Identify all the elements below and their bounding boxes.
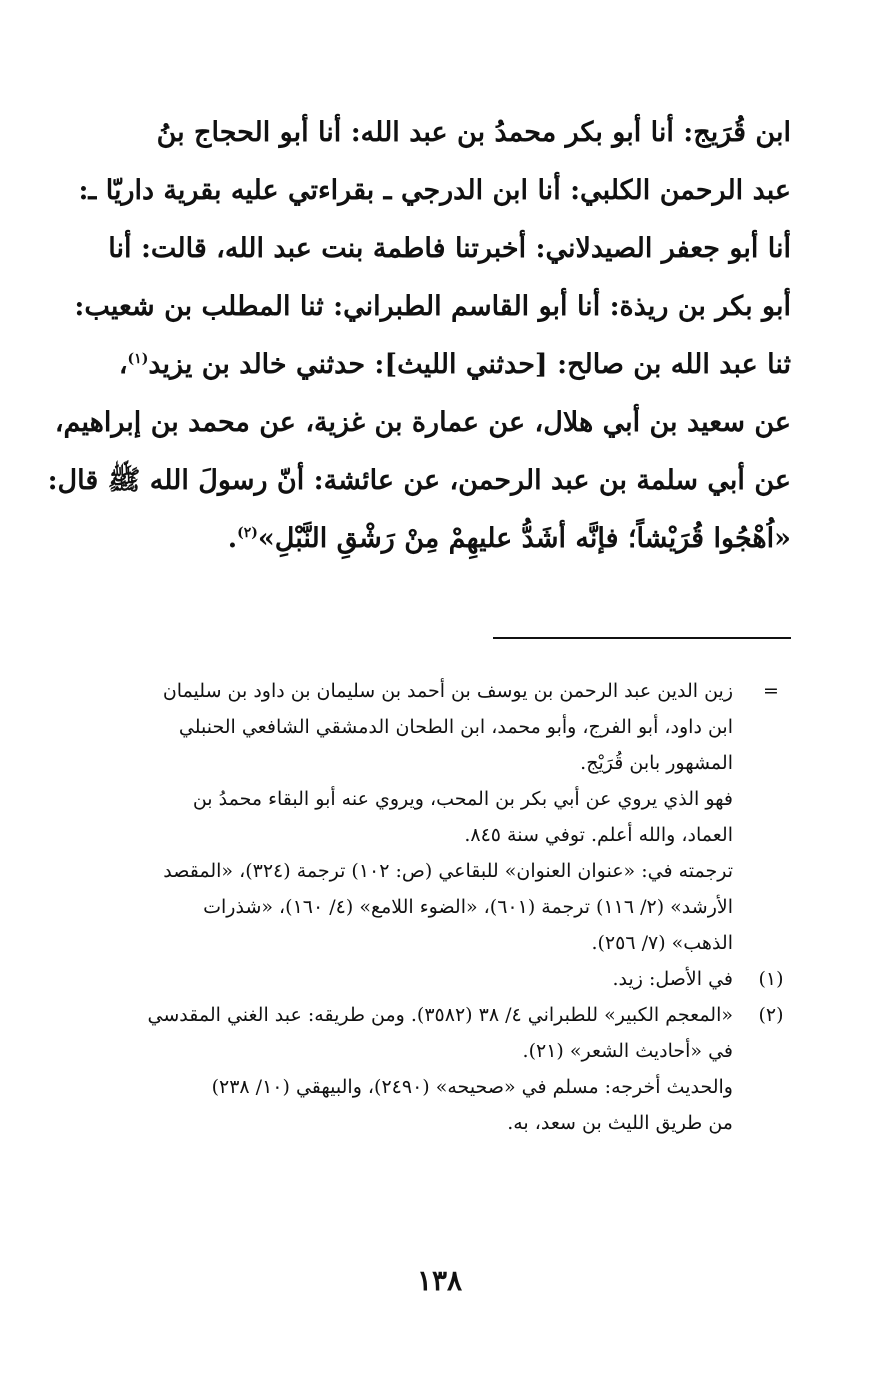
footnote-line: «المعجم الكبير» للطبراني ٤/ ٣٨ (٣٥٨٢). ومن طريقه: عبد الغني المقدسي [147, 1004, 733, 1026]
footnote-continuation [80, 673, 791, 961]
main-text-line: عن سعيد بن أبي هلال، عن عمارة بن غزية، عن محمد بن إبراهيم، [54, 407, 791, 438]
footnote-number: (١) [758, 968, 784, 990]
footnote-line: في الأصل: زيد. [612, 968, 733, 990]
footnote-line: فهو الذي يروي عن أبي بكر بن المحب، ويروي عنه أبو البقاء محمدُ بن [192, 788, 733, 810]
punctuation: ، [118, 349, 128, 380]
main-text-line: ابن قُرَيج: أنا أبو بكر محمدُ بن عبد الله: أنا أبو الحجاج بنُ [156, 117, 791, 148]
footnote-2 [80, 997, 791, 1141]
footnote-line: من طريق الليث بن سعد، به. [507, 1112, 733, 1134]
footnote-1 [80, 961, 791, 997]
punctuation: . [227, 523, 238, 554]
hadith-quote: «اُهْجُوا قُرَيْشاً؛ فإنَّه أشَدُّ عليهِمْ مِنْ رَشْقِ النَّبْلِ» [257, 523, 791, 554]
main-text-body [47, 104, 791, 568]
main-text-line: عبد الرحمن الكلبي: أنا ابن الدرجي ـ بقراءتي عليه بقرية داريّا ـ: [78, 175, 791, 206]
footnote-reference: (١) [127, 351, 149, 367]
main-text-line-content: ثنا عبد الله بن صالح: [حدثني الليث]: حدثني خالد بن يزيد [148, 349, 791, 380]
footnote-line: الذهب» (٧/ ٢٥٦). [591, 932, 733, 954]
footnote-line: ترجمته في: «عنوان العنوان» للبقاعي (ص: ١٠٢) ترجمة (٣٢٤)، «المقصد [163, 860, 733, 882]
footnote-line: ابن داود، أبو الفرج، وأبو محمد، ابن الطحان الدمشقي الشافعي الحنبلي [178, 716, 733, 738]
footnote-line: الأرشد» (٢/ ١١٦) ترجمة (٦٠١)، «الضوء اللامع» (٤/ ١٦٠)، «شذرات [203, 896, 733, 918]
continuation-marker: = [763, 680, 779, 702]
footnote-line: العماد، والله أعلم. توفي سنة ٨٤٥. [464, 824, 733, 846]
footnote-line: المشهور بابن قُرَيْج. [580, 752, 733, 774]
footnote-line: زين الدين عبد الرحمن بن يوسف بن أحمد بن سليمان بن داود بن سليمان [162, 680, 733, 702]
main-text-line: أبو بكر بن ريذة: أنا أبو القاسم الطبراني: ثنا المطلب بن شعيب: [74, 291, 791, 322]
footnote-reference: (٢) [237, 525, 258, 541]
main-text-line [80, 336, 791, 394]
main-text-line: عن أبي سلمة بن عبد الرحمن، عن عائشة: أنّ رسولَ الله ﷺ قال: [47, 465, 791, 496]
footnote-separator [493, 637, 791, 639]
footnote-number: (٢) [758, 1004, 784, 1026]
footnote-line: والحديث أخرجه: مسلم في «صحيحه» (٢٤٩٠)، والبيهقي (١٠/ ٢٣٨) [211, 1076, 733, 1098]
page-number: ١٣٨ [416, 1264, 463, 1297]
main-text-line: أنا أبو جعفر الصيدلاني: أخبرتنا فاطمة بنت عبد الله، قالت: أنا [108, 233, 791, 264]
hadith-line [80, 510, 791, 568]
footnotes-section [80, 673, 791, 1141]
footnote-line: في «أحاديث الشعر» (٢١). [522, 1040, 733, 1062]
